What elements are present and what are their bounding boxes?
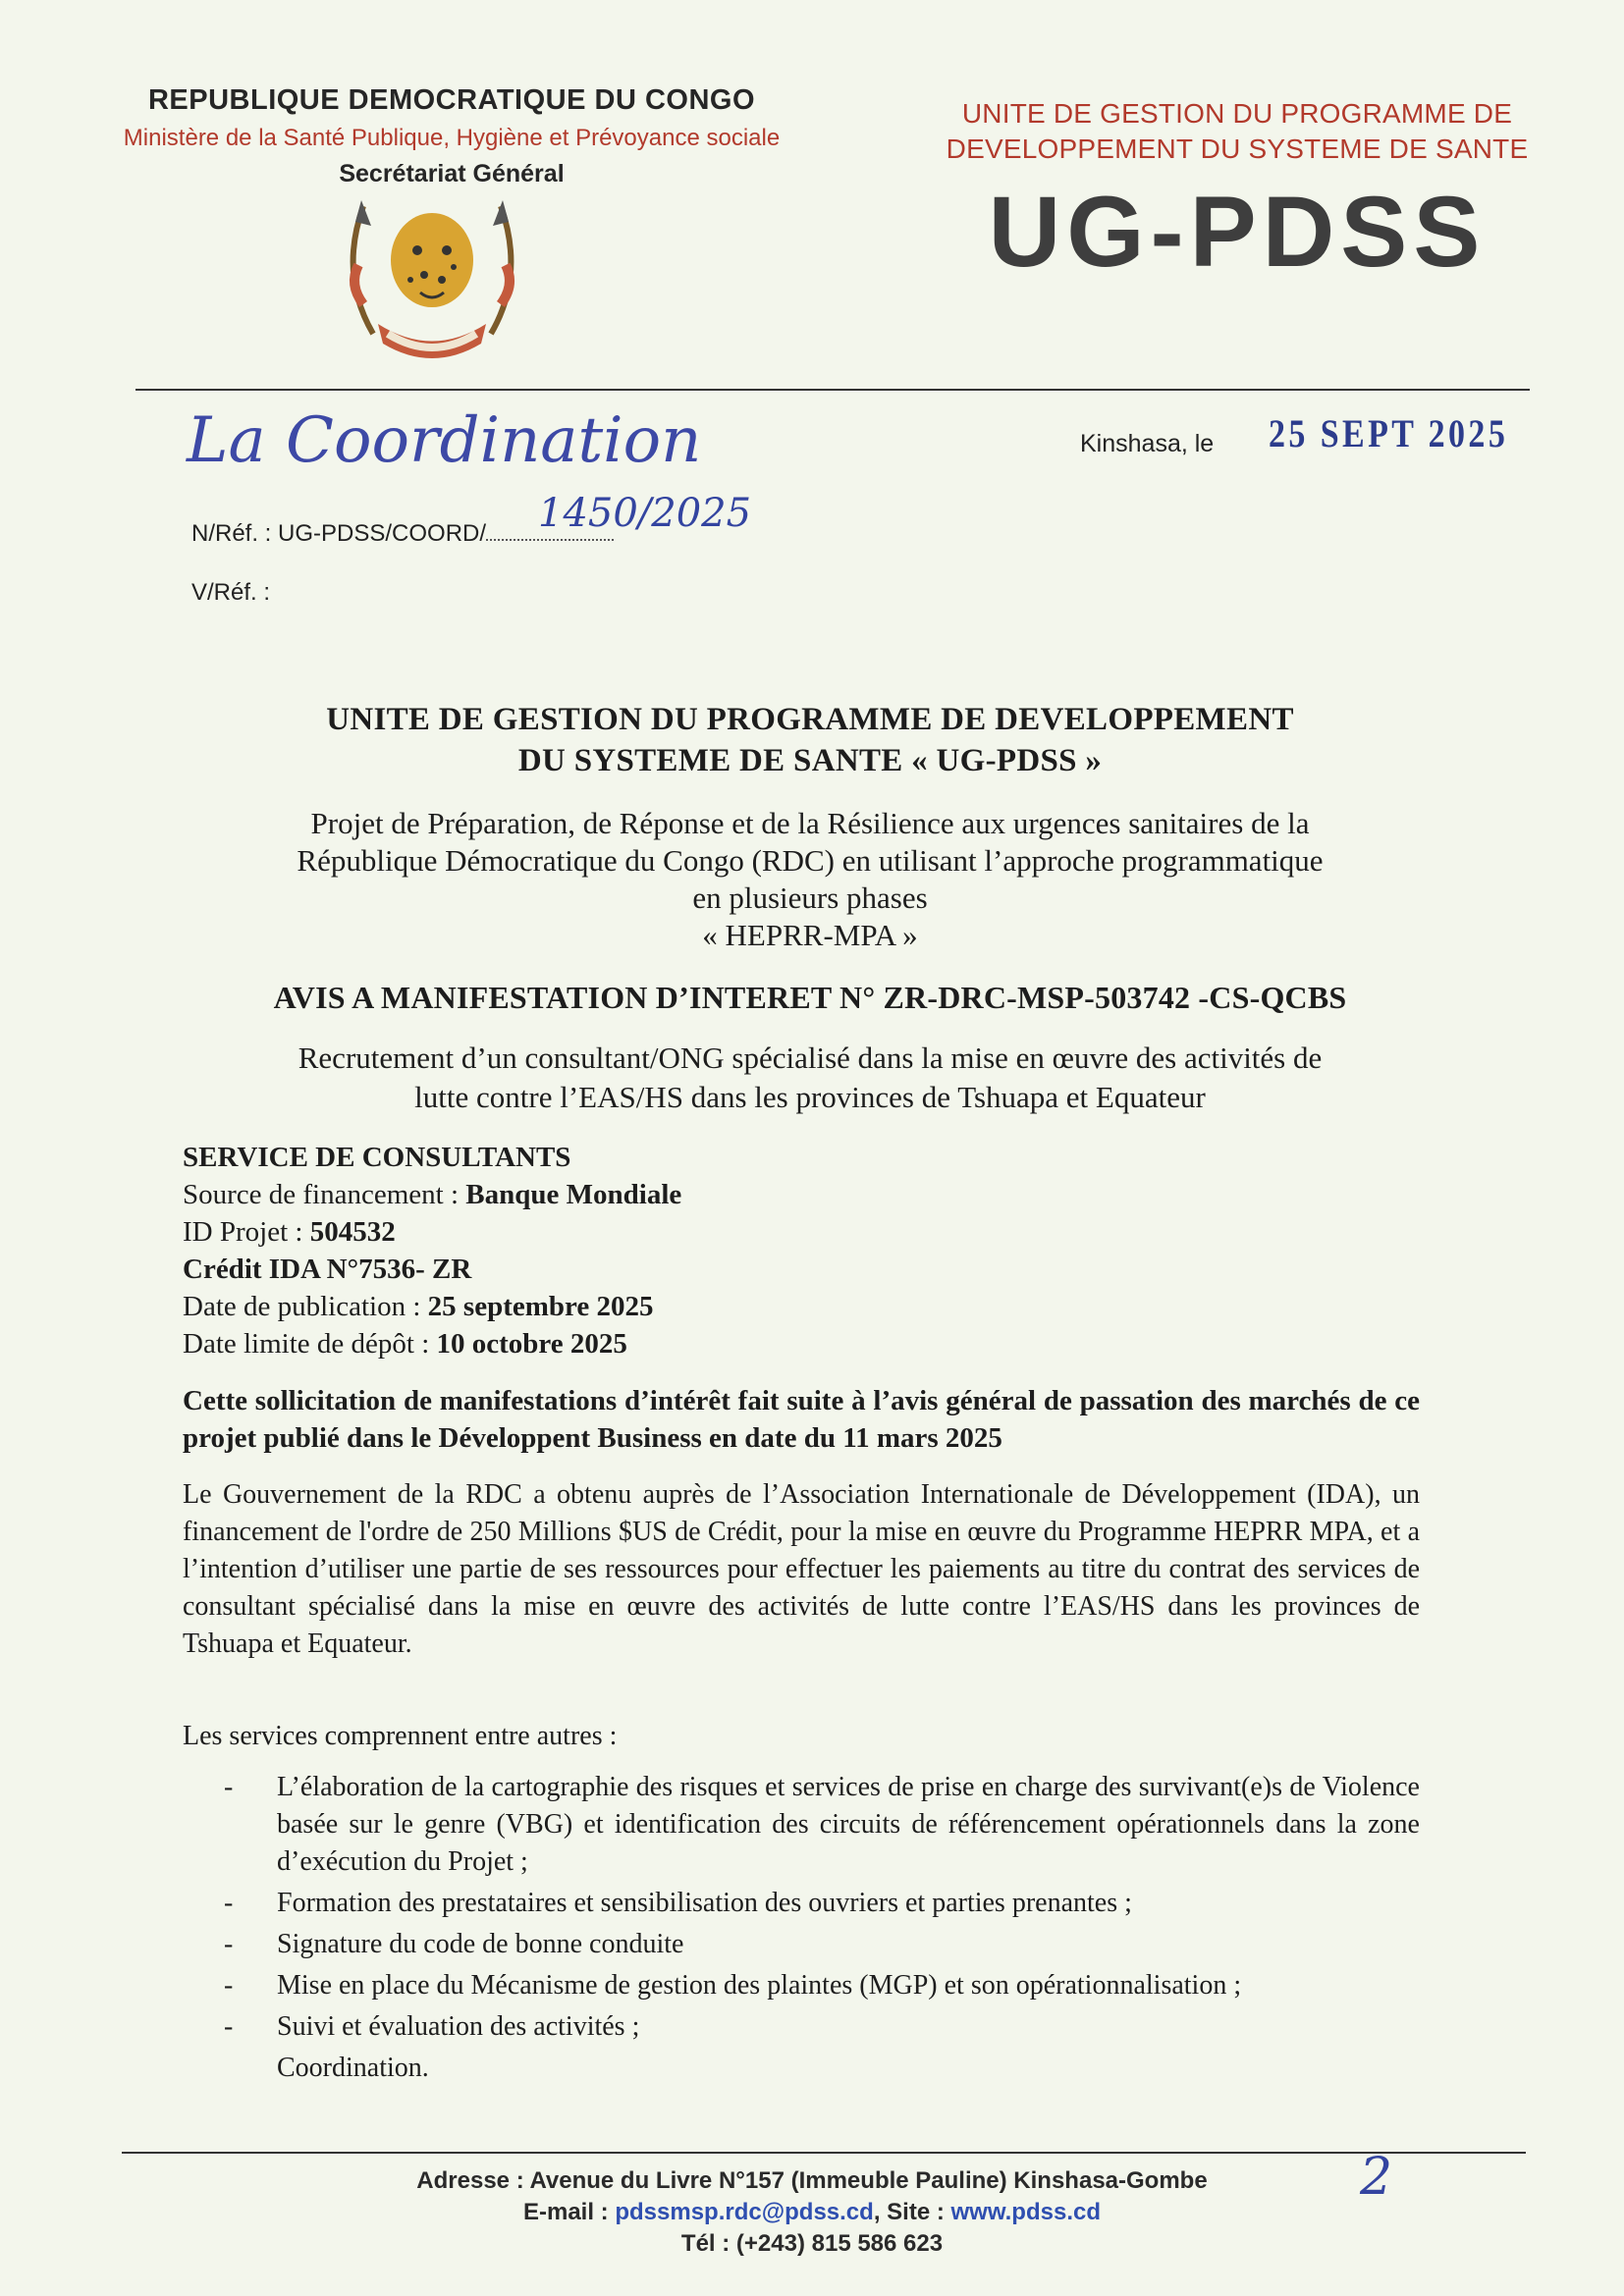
project-description bbox=[147, 805, 1473, 954]
coordination-signature-title: La Coordination bbox=[187, 404, 702, 477]
unit-name-line2: DEVELOPPEMENT DU SYSTEME DE SANTE bbox=[946, 133, 1529, 164]
project-id-label: ID Projet : bbox=[183, 1216, 310, 1248]
services-intro: Les services comprennent entre autres : bbox=[183, 1721, 618, 1751]
list-item-text: Formation des prestataires et sensibilisation des ouvriers et parties prenantes ; bbox=[277, 1888, 1132, 1918]
funding-label: Source de financement : bbox=[183, 1179, 466, 1210]
publication-value: 25 septembre 2025 bbox=[427, 1291, 654, 1322]
project-line-4: « HEPRR-MPA » bbox=[702, 918, 918, 952]
your-reference-label: V/Réf. : bbox=[191, 579, 271, 606]
letterhead-left bbox=[59, 84, 844, 188]
footer-contact bbox=[147, 2197, 1477, 2228]
deadline-value: 10 octobre 2025 bbox=[436, 1328, 627, 1360]
document-title bbox=[147, 699, 1473, 781]
site-label: , Site : bbox=[873, 2199, 951, 2225]
services-list bbox=[183, 1769, 1420, 2091]
recruitment-line-2: lutte contre l’EAS/HS dans les provinces de Tshuapa et Equateur bbox=[414, 1080, 1206, 1114]
footer-divider bbox=[122, 2152, 1526, 2154]
list-item: - Formation des prestataires et sensibilisation des ouvriers et parties prenantes ; bbox=[224, 1888, 1132, 1918]
list-item: - Suivi et évaluation des activités ; bbox=[224, 2011, 640, 2042]
credit-number: Crédit IDA N°7536- ZR bbox=[183, 1254, 472, 1285]
footer-phone: Tél : (+243) 815 586 623 bbox=[680, 2230, 944, 2257]
publication-label: Date de publication : bbox=[183, 1291, 428, 1322]
list-item-text: L’élaboration de la cartographie des risques et services de prise en charge des survivant(e)s de Violence basée sur le genre (VBG) et identification des circuits de référencement opérationnels dans la zone d’exécution du Projet ; bbox=[277, 1772, 1420, 1877]
project-line-3: en plusieurs phases bbox=[692, 881, 928, 915]
email-label: E-mail : bbox=[522, 2199, 616, 2225]
notice-title: AVIS A MANIFESTATION D’INTERET N° ZR-DRC-MSP-503742 -CS-QCBS bbox=[273, 980, 1347, 1015]
list-item-text: Signature du code de bonne conduite bbox=[277, 1929, 684, 1959]
unit-acronym: UG-PDSS bbox=[988, 176, 1487, 288]
ministry-name: Ministère de la Santé Publique, Hygiène et Prévoyance sociale bbox=[123, 125, 781, 151]
funding-source bbox=[183, 1176, 681, 1213]
unit-name-line1: UNITE DE GESTION DU PROGRAMME DE bbox=[961, 98, 1513, 129]
list-item: - Mise en place du Mécanisme de gestion des plaintes (MGP) et son opérationnalisation ; bbox=[224, 1970, 1242, 2001]
title-line-1: UNITE DE GESTION DU PROGRAMME DE DEVELOPPEMENT bbox=[326, 702, 1294, 737]
deadline-date bbox=[183, 1325, 681, 1362]
email-link[interactable]: pdssmsp.rdc@pdss.cd bbox=[615, 2199, 874, 2225]
list-item: - Signature du code de bonne conduite bbox=[224, 1929, 684, 1959]
project-line-1: Projet de Préparation, de Réponse et de la Résilience aux urgences sanitaires de la bbox=[310, 806, 1310, 840]
recruitment-description bbox=[147, 1039, 1473, 1117]
government-paragraph: Le Gouvernement de la RDC a obtenu auprès de l’Association Internationale de Développement (IDA), un financement de l'ordre de 250 Millions $US de Crédit, pour la mise en œuvre du Programme HEPRR MPA, et a l’intention d’utiliser une partie de ses ressources pour effectuer les paiements au titre du contrat des services de consultant spécialisé dans la mise en œuvre des activités de lutte contre l’EAS/HS dans les provinces de Tshuapa et Equateur. bbox=[183, 1479, 1420, 1659]
list-item-text: Suivi et évaluation des activités ; bbox=[277, 2011, 640, 2042]
project-id bbox=[183, 1213, 681, 1251]
publication-date bbox=[183, 1288, 681, 1325]
list-item-continuation bbox=[183, 2050, 1420, 2087]
notice-details bbox=[183, 1139, 681, 1362]
place-date-label: Kinshasa, le bbox=[1080, 430, 1215, 457]
handwritten-page-number: 2 bbox=[1360, 2148, 1393, 2207]
deadline-label: Date limite de dépôt : bbox=[183, 1328, 437, 1360]
handwritten-reference-number: 1450/2025 bbox=[538, 491, 752, 536]
project-line-2: République Démocratique du Congo (RDC) en utilisant l’approche programmatique bbox=[297, 843, 1324, 878]
website-link[interactable]: www.pdss.cd bbox=[950, 2199, 1101, 2225]
letterhead-right bbox=[933, 96, 1542, 290]
project-id-value: 504532 bbox=[309, 1216, 396, 1248]
footer bbox=[147, 2165, 1477, 2260]
coat-of-arms-emblem bbox=[334, 187, 530, 373]
title-line-2: DU SYSTEME DE SANTE « UG-PDSS » bbox=[517, 743, 1103, 778]
country-name: REPUBLIQUE DEMOCRATIQUE DU CONGO bbox=[147, 84, 756, 116]
header-divider bbox=[135, 389, 1530, 391]
list-item: - L’élaboration de la cartographie des risques et services de prise en charge des survivant(e)s de Violence basée sur le genre (VBG) et identification des circuits de référencement opérationnels dans la zone d’exécution du Projet ; bbox=[224, 1772, 1420, 1877]
footer-address: Adresse : Avenue du Livre N°157 (Immeuble Pauline) Kinshasa-Gombe bbox=[416, 2167, 1208, 2194]
our-reference-label: N/Réf. : UG-PDSS/COORD/ bbox=[191, 520, 487, 547]
service-type: SERVICE DE CONSULTANTS bbox=[183, 1142, 571, 1173]
solicitation-paragraph: Cette sollicitation de manifestations d’intérêt fait suite à l’avis général de passation des marchés de ce projet publié dans le Développent Business en date du 11 mars 2025 bbox=[183, 1385, 1420, 1454]
date-stamp: 25 SEPT 2025 bbox=[1269, 411, 1509, 455]
list-item-text: Mise en place du Mécanisme de gestion des plaintes (MGP) et son opérationnalisation ; bbox=[277, 1970, 1242, 2001]
secretariat-name: Secrétariat Général bbox=[339, 160, 565, 187]
recruitment-line-1: Recrutement d’un consultant/ONG spécialisé dans la mise en œuvre des activités de bbox=[298, 1041, 1323, 1075]
funding-value: Banque Mondiale bbox=[465, 1179, 682, 1210]
list-item-text: Coordination. bbox=[277, 2053, 429, 2083]
